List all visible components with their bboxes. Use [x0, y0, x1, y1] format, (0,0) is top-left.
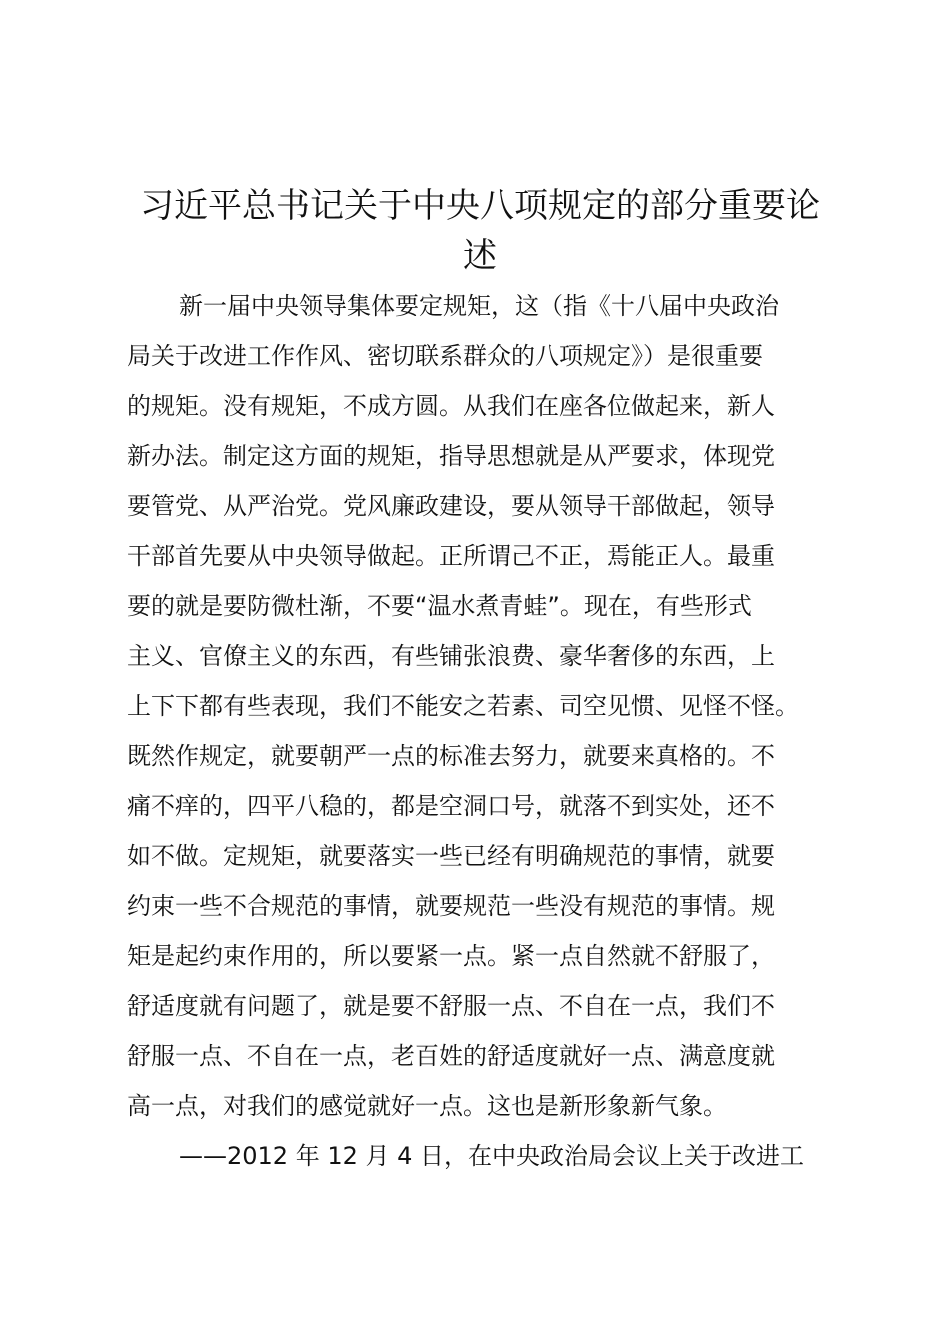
paragraph-line: 干部首先要从中央领导做起。正所谓己不正，焉能正人。最重	[127, 542, 775, 570]
paragraph-line: 要管党、从严治党。党风廉政建设，要从领导干部做起，领导	[127, 492, 775, 520]
paragraph-line: 舒服一点、不自在一点，老百姓的舒适度就好一点、满意度就	[127, 1042, 775, 1070]
paragraph-line: 舒适度就有问题了，就是要不舒服一点、不自在一点，我们不	[127, 992, 775, 1020]
paragraph-line: 矩是起约束作用的，所以要紧一点。紧一点自然就不舒服了，	[127, 942, 775, 970]
paragraph-line: 如不做。定规矩，就要落实一些已经有明确规范的事情，就要	[127, 842, 775, 870]
paragraph-line: 新一届中央领导集体要定规矩，这（指《十八届中央政治	[179, 292, 779, 320]
document-title	[118, 181, 842, 281]
paragraph-line: 痛不痒的，四平八稳的，都是空洞口号，就落不到实处，还不	[127, 792, 775, 820]
title-line-2: 述	[463, 236, 497, 276]
paragraph-line: 新办法。制定这方面的规矩，指导思想就是从严要求，体现党	[127, 442, 775, 470]
title-line-1: 习近平总书记关于中央八项规定的部分重要论	[140, 186, 820, 226]
paragraph-line: 主义、官僚主义的东西，有些铺张浪费、豪华奢侈的东西，上	[127, 642, 775, 670]
paragraph-line: 高一点，对我们的感觉就好一点。这也是新形象新气象。	[127, 1092, 727, 1120]
paragraph-line: 约束一些不合规范的事情，就要规范一些没有规范的事情。规	[127, 892, 775, 920]
attribution-line: ——2012 年 12 月 4 日，在中央政治局会议上关于改进工	[179, 1142, 805, 1170]
paragraph-line: 局关于改进工作作风、密切联系群众的八项规定》）是很重要	[127, 342, 763, 370]
paragraph-line: 上下下都有些表现，我们不能安之若素、司空见惯、见怪不怪。	[127, 692, 799, 720]
paragraph-line: 的规矩。没有规矩，不成方圆。从我们在座各位做起来，新人	[127, 392, 775, 420]
document-body	[127, 281, 847, 1181]
paragraph-line: 要的就是要防微杜渐，不要“温水煮青蛙”。现在，有些形式	[127, 592, 752, 620]
paragraph-line: 既然作规定，就要朝严一点的标准去努力，就要来真格的。不	[127, 742, 775, 770]
